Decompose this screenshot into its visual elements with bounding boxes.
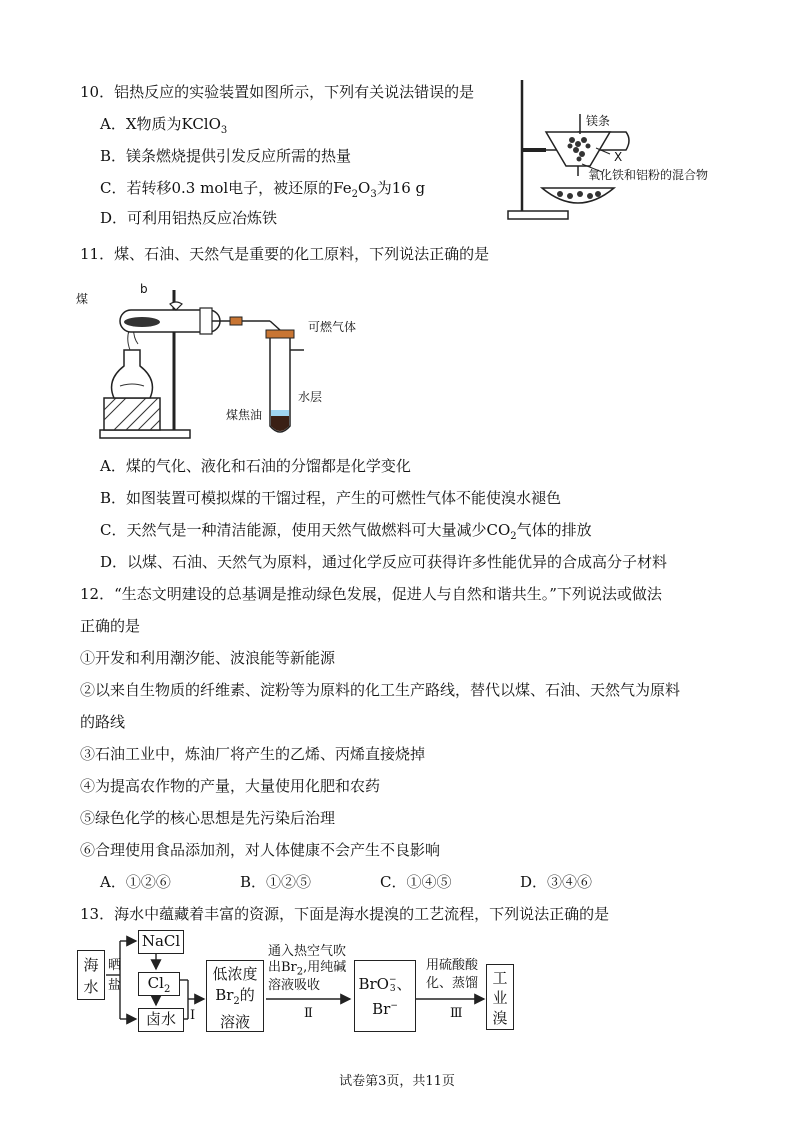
q10-label-magnesium: 镁条: [586, 114, 611, 128]
flow-step-2: Ⅱ: [304, 1006, 313, 1021]
flow-note-3: 溶液吸收: [268, 978, 321, 993]
q10-option-a: A．X物质为KClO$_3$: [100, 115, 228, 136]
q12-item-2: ②以来自生物质的纤维素、淀粉等为原料的化工生产路线，替代以煤、石油、天然气为原料: [80, 681, 681, 699]
q11-option-a: A．煤的气化、液化和石油的分馏都是化学变化: [100, 457, 411, 475]
q12-stem-line2: 正确的是: [80, 617, 141, 635]
flow-evaporate-1: 晒: [108, 958, 122, 973]
q10-label-x: X: [614, 150, 623, 164]
q12-stem-line1: 12．“生态文明建设的总基调是推动绿色发展，促进人与自然和谐共生。”下列说法或做法: [80, 585, 662, 603]
flow-bro3-br-box: BrO − 3 、 Br−: [354, 960, 416, 1032]
flow-seawater-box: 海 水: [77, 950, 105, 1000]
q11-label-coal: 煤: [76, 292, 89, 306]
q12-item-2-cont: 的路线: [80, 713, 126, 731]
flow-cl2-box: $Cl_2$: [138, 972, 180, 996]
q10-option-d: D．可利用铝热反应冶炼铁: [100, 209, 278, 227]
q12-item-1: ①开发和利用潮汐能、波浪能等新能源: [80, 649, 336, 667]
q12-option-d: D．③④⑥: [520, 873, 593, 891]
flow-brine-box: 卤水: [138, 1008, 184, 1032]
q11-option-d: D．以煤、石油、天然气为原料，通过化学反应可获得许多性能优异的合成高分子材料: [100, 553, 668, 571]
q11-label-b: b: [140, 282, 148, 296]
q12-option-c: C．①④⑤: [380, 873, 452, 891]
q11-label-gas: 可燃气体: [308, 320, 357, 334]
q12-item-6: ⑥合理使用食品添加剂，对人体健康不会产生不良影响: [80, 841, 441, 859]
q11-label-water: 水层: [298, 390, 323, 404]
flow-evaporate-2: 盐: [108, 978, 122, 993]
q11-stem: 11．煤、石油、天然气是重要的化工原料，下列说法正确的是: [80, 245, 490, 263]
flow-nacl-box: NaCl: [138, 930, 184, 954]
q12-option-b: B．①②⑤: [240, 873, 312, 891]
page-footer: 试卷第3页，共11页: [339, 1074, 455, 1089]
q13-stem: 13．海水中蕴藏着丰富的资源，下面是海水提溴的工艺流程，下列说法正确的是: [80, 905, 610, 923]
q12-item-4: ④为提高农作物的产量，大量使用化肥和农药: [80, 777, 381, 795]
flow-note-1: 通入热空气吹: [268, 944, 347, 959]
flow-step-3: Ⅲ: [450, 1006, 463, 1021]
flow-note-5: 化、蒸馏: [426, 976, 479, 991]
q12-option-a: A．①②⑥: [100, 873, 171, 891]
q12-item-5: ⑤绿色化学的核心思想是先污染后治理: [80, 809, 336, 827]
flow-product-box: 工 业 溴: [486, 964, 514, 1030]
q10-stem: 10．铝热反应的实验装置如图所示，下列有关说法错误的是: [80, 83, 475, 101]
q11-option-b: B．如图装置可模拟煤的干馏过程，产生的可燃性气体不能使溴水褪色: [100, 489, 562, 507]
flow-note-4: 用硫酸酸: [426, 958, 479, 973]
q10-option-b: B．镁条燃烧提供引发反应所需的热量: [100, 147, 352, 165]
q12-item-3: ③石油工业中，炼油厂将产生的乙烯、丙烯直接烧掉: [80, 745, 426, 763]
flow-step-1: Ⅰ: [190, 1008, 196, 1023]
q11-label-tar: 煤焦油: [226, 408, 263, 422]
q10-label-mixture: 氧化铁和铝粉的混合物: [588, 168, 709, 182]
flow-note-2: 出$Br_2$,用纯碱: [268, 960, 347, 978]
flow-low-br2-box: 低浓度 $Br_2$的 溶液: [206, 960, 264, 1032]
q10-option-c: C．若转移0.3 mol电子，被还原的$Fe_2O_3$为16 g: [100, 179, 426, 200]
q11-option-c: C．天然气是一种清洁能源，使用天然气做燃料可大量减少$CO_2$气体的排放: [100, 521, 592, 542]
